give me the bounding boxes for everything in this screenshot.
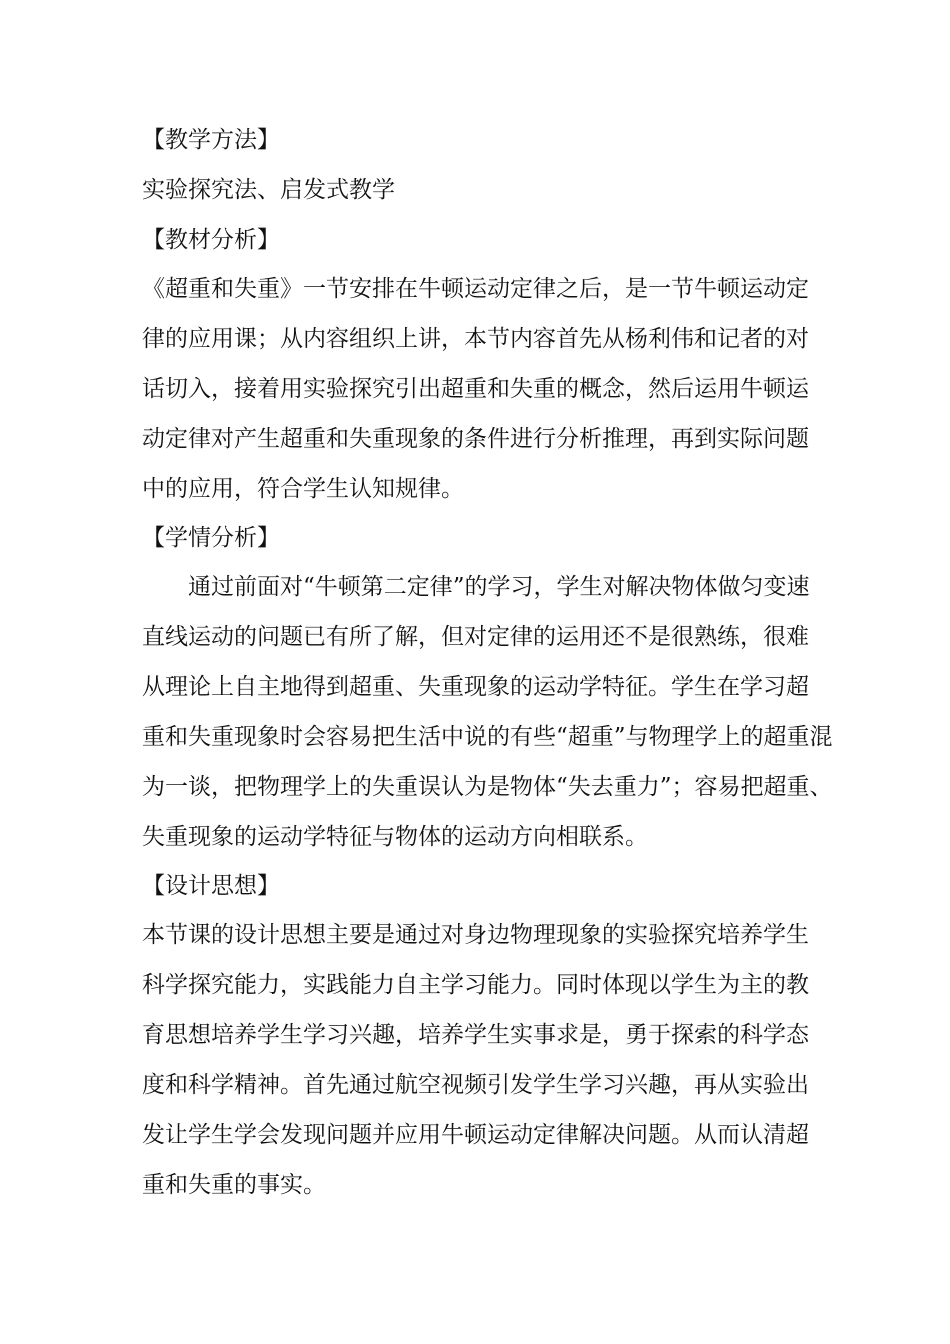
textbook-analysis-paragraph (142, 264, 808, 514)
paragraph-line: 《超重和失重》一节安排在牛顿运动定律之后，是一节牛顿运动定 (142, 276, 809, 302)
design-idea-paragraph (142, 910, 808, 1210)
paragraph-line: 度和科学精神。首先通过航空视频引发学生学习兴趣，再从实验出 (142, 1072, 809, 1098)
paragraph-line: 重和失重现象时会容易把生活中说的有些“超重”与物理学上的超重混 (142, 724, 833, 750)
heading-teaching-method: 【教学方法】 (142, 127, 280, 153)
paragraph-line: 本节课的设计思想主要是通过对身边物理现象的实验探究培养学生 (142, 922, 809, 948)
student-analysis-paragraph (142, 562, 833, 862)
paragraph-line: 育思想培养学生学习兴趣，培养学生实事求是，勇于探索的科学态 (142, 1022, 809, 1048)
teaching-method-text: 实验探究法、启发式教学 (142, 177, 395, 203)
paragraph-line: 通过前面对“牛顿第二定律”的学习，学生对解决物体做匀变速 (142, 574, 810, 600)
paragraph-line: 发让学生学会发现问题并应用牛顿运动定律解决问题。从而认清超 (142, 1122, 809, 1148)
paragraph-line: 直线运动的问题已有所了解，但对定律的运用还不是很熟练，很难 (142, 624, 809, 650)
paragraph-line: 从理论上自主地得到超重、失重现象的运动学特征。学生在学习超 (142, 674, 809, 700)
paragraph-line: 重和失重的事实。 (142, 1172, 326, 1198)
heading-student-analysis: 【学情分析】 (142, 525, 280, 551)
paragraph-line: 科学探究能力，实践能力自主学习能力。同时体现以学生为主的教 (142, 972, 809, 998)
paragraph-line: 动定律对产生超重和失重现象的条件进行分析推理，再到实际问题 (142, 426, 809, 452)
paragraph-line: 为一谈，把物理学上的失重误认为是物体“失去重力”；容易把超重、 (142, 774, 833, 800)
heading-textbook-analysis: 【教材分析】 (142, 227, 280, 253)
heading-design-idea: 【设计思想】 (142, 873, 280, 899)
paragraph-line: 律的应用课；从内容组织上讲，本节内容首先从杨利伟和记者的对 (142, 326, 809, 352)
paragraph-line: 中的应用，符合学生认知规律。 (142, 476, 464, 502)
paragraph-line: 话切入，接着用实验探究引出超重和失重的概念，然后运用牛顿运 (142, 376, 809, 402)
paragraph-line: 失重现象的运动学特征与物体的运动方向相联系。 (142, 824, 648, 850)
